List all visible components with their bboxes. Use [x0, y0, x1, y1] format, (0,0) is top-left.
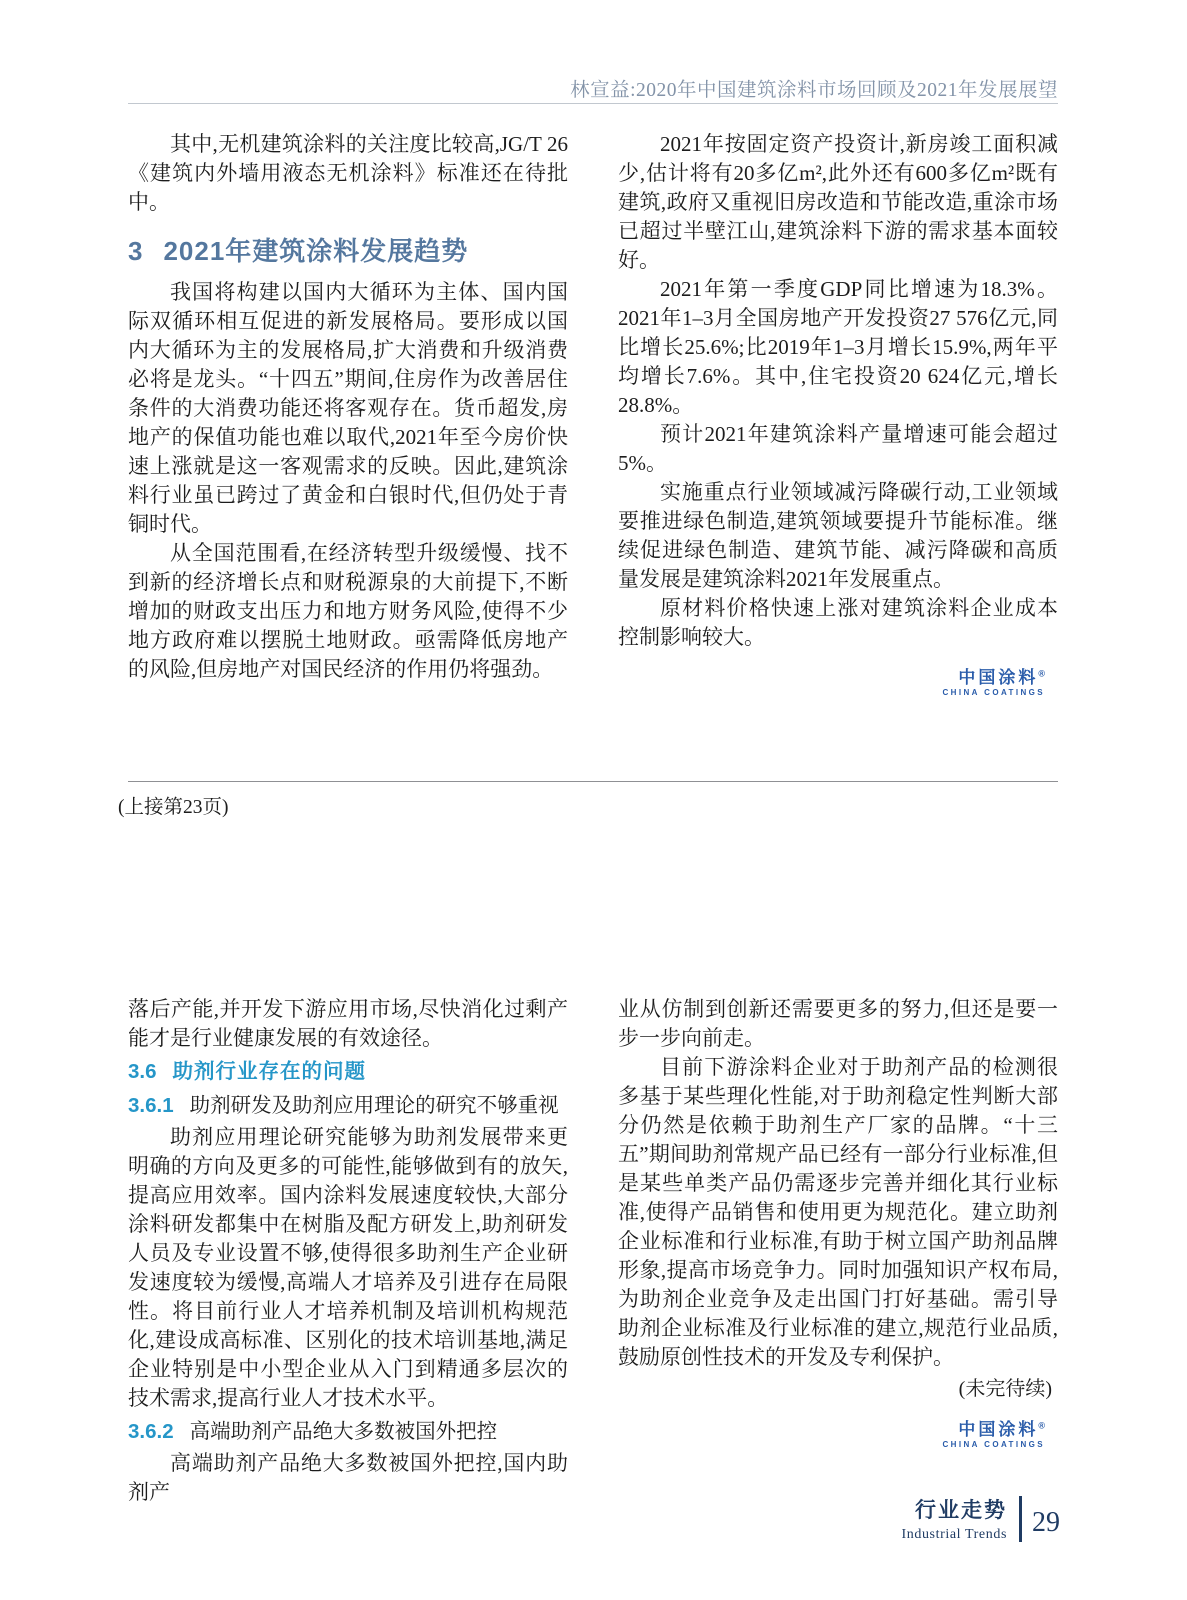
paragraph-continuation: 落后产能,并开发下游应用市场,尽快消化过剩产能才是行业健康发展的有效途径。 — [128, 997, 568, 1050]
logo-wordmark — [618, 669, 1045, 686]
subsection-heading-3-6 — [128, 1057, 568, 1087]
section-heading-3 — [128, 231, 568, 268]
header-rule — [128, 103, 1058, 104]
paragraph-continuation: 业从仿制到创新还需要更多的努力,但还是要一步一步向前走。 — [618, 997, 1058, 1050]
paragraph: 助剂应用理论研究能够为助剂发展带来更明确的方向及更多的可能性,能够做到有的放矢,提高应用效率。国内涂料发展速度较快,大部分涂料研发都集中在树脂及配方研发上,助剂研发人员及专业设置不够,使得很多助剂生产企业研发速度较为缓慢,高端人才培养及引进存在局限性。将目前行业人才培养机制及培训机构规范化,建设成高标准、区别化的技术培训基地,满足企业特别是中小型企业从入门到精通多层次的技术需求,提高行业人才技术水平。 — [128, 1125, 568, 1410]
china-coatings-logo — [618, 1421, 1058, 1449]
page-number: 29 — [1032, 1506, 1060, 1538]
paragraph: 目前下游涂料企业对于助剂产品的检测很多基于某些理化性能,对于助剂稳定性判断大部分仍然是依赖于助剂生产厂家的品牌。“十三五”期间助剂常规产品已经有一部分行业标准,但是某些单类产品仍需逐步完善并细化其行业标准,使得产品销售和使用更为规范化。建立助剂企业标准和行业标准,有助于树立国产助剂品牌形象,提高市场竞争力。同时加强知识产权布局,为助剂企业竞争及走出国门打好基础。需引导助剂企业标准及行业标准的建立,规范行业品质,鼓励原创性技术的开发及专利保护。 — [618, 1055, 1058, 1369]
bottom-section — [128, 995, 1058, 1507]
paragraph: 预计2021年建筑涂料产量增速可能会超过5%。 — [618, 422, 1058, 475]
running-title: 林宣益:2020年中国建筑涂料市场回顾及2021年发展展望 — [570, 80, 1058, 101]
top-right-column — [618, 130, 1058, 697]
footer-section-label — [902, 1494, 1008, 1543]
subsection-number: 3.6.2 — [128, 1420, 174, 1443]
article-divider-rule — [128, 781, 1058, 782]
subsection-number: 3.6.1 — [128, 1094, 174, 1117]
registered-trademark-icon: ® — [1038, 668, 1045, 679]
logo-name: 中国涂料 — [958, 668, 1039, 687]
logo-wordmark — [618, 1421, 1045, 1438]
section-title: 2021年建筑涂料发展趋势 — [163, 236, 469, 266]
footer-section-en: Industrial Trends — [901, 1527, 1007, 1542]
paragraph: 高端助剂产品绝大多数被国外把控,国内助剂产 — [128, 1451, 568, 1504]
paragraph: 从全国范围看,在经济转型升级缓慢、找不到新的经济增长点和财税源泉的大前提下,不断增加的财政支出压力和地方财务风险,使得不少地方政府难以摆脱土地财政。亟需降低房地产的风险,但房地产对国民经济的作用仍将强劲。 — [128, 541, 568, 681]
top-section — [128, 130, 1058, 697]
subsection-number: 3.6 — [128, 1060, 157, 1083]
registered-trademark-icon: ® — [1038, 1420, 1045, 1431]
paragraph: 其中,无机建筑涂料的关注度比较高,JG/T 26《建筑内外墙用液态无机涂料》标准还在待批中。 — [128, 132, 568, 214]
logo-subtitle: CHINA COATINGS — [942, 688, 1045, 697]
bottom-right-column — [618, 995, 1058, 1507]
section-number: 3 — [128, 236, 144, 266]
bottom-left-column — [128, 995, 568, 1507]
paragraph: 实施重点行业领域减污降碳行动,工业领域要推进绿色制造,建筑领域要提升节能标准。继续促进绿色制造、建筑节能、减污降碳和高质量发展是建筑涂料2021年发展重点。 — [618, 480, 1058, 591]
subsection-title: 高端助剂产品绝大多数被国外把控 — [189, 1421, 498, 1443]
paragraph: 2021年第一季度GDP同比增速为18.3%。2021年1–3月全国房地产开发投资27 576亿元,同比增长25.6%;比2019年1–3月增长15.9%,两年平均增长7.6%。其中,住宅投资20 624亿元,增长28.8%。 — [618, 277, 1058, 417]
logo-subtitle: CHINA COATINGS — [942, 1440, 1045, 1449]
top-left-column — [128, 130, 568, 697]
china-coatings-logo — [618, 669, 1058, 697]
paragraph: 我国将构建以国内大循环为主体、国内国际双循环相互促进的新发展格局。要形成以国内大循环为主的发展格局,扩大消费和升级消费必将是龙头。“十四五”期间,住房作为改善居住条件的大消费功能还将客观存在。货币超发,房地产的保值功能也难以取代,2021年至今房价快速上涨就是这一客观需求的反映。因此,建筑涂料行业虽已跨过了黄金和白银时代,但仍处于青铜时代。 — [128, 280, 568, 536]
paragraph: 2021年按固定资产投资计,新房竣工面积减少,估计将有20多亿m²,此外还有600多亿m²既有建筑,政府又重视旧房改造和节能改造,重涂市场已超过半壁江山,建筑涂料下游的需求基本面较好。 — [618, 132, 1058, 272]
subsection-title: 助剂行业存在的问题 — [172, 1060, 366, 1083]
subsection-heading-3-6-2 — [128, 1417, 568, 1447]
paragraph: 原材料价格快速上涨对建筑涂料企业成本控制影响较大。 — [618, 596, 1058, 649]
logo-name: 中国涂料 — [958, 1420, 1039, 1439]
page-footer — [902, 1494, 1061, 1543]
continued-from-note: (上接第23页) — [118, 797, 229, 818]
to-be-continued-note: (未完待续) — [958, 1378, 1052, 1400]
footer-section-cn: 行业走势 — [915, 1499, 1007, 1522]
subsection-title: 助剂研发及助剂应用理论的研究不够重视 — [189, 1095, 559, 1117]
footer-divider-bar — [1019, 1496, 1022, 1542]
subsection-heading-3-6-1 — [128, 1091, 568, 1121]
